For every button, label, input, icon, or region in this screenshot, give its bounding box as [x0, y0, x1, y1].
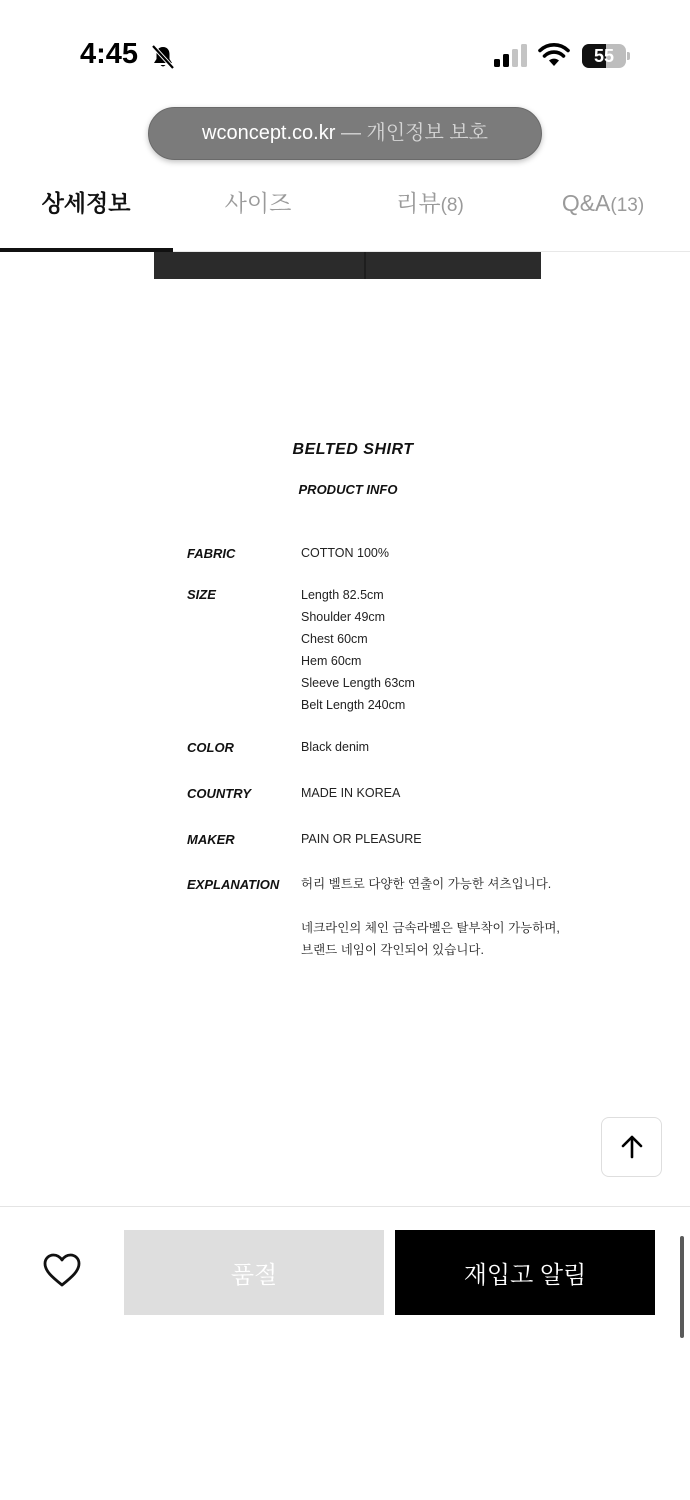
- product-info-heading: PRODUCT INFO: [298, 482, 398, 497]
- arrow-up-icon: [619, 1134, 645, 1160]
- active-tab-indicator: [0, 248, 173, 252]
- tab-bar: [0, 172, 690, 252]
- status-bar: [0, 0, 690, 110]
- tab-details-label: 상세정보: [41, 190, 131, 216]
- url-bar[interactable]: [148, 107, 542, 160]
- maker-value: PAIN OR PLEASURE: [301, 832, 422, 846]
- url-separator: —: [335, 122, 367, 144]
- product-image: [154, 252, 541, 279]
- wifi-icon: [538, 42, 570, 68]
- tab-qna-count: (13): [610, 195, 645, 216]
- tab-reviews[interactable]: [344, 172, 516, 252]
- status-time: 4:45: [80, 38, 139, 70]
- size-sleeve: Sleeve Length 63cm: [301, 676, 415, 690]
- country-value: MADE IN KOREA: [301, 786, 401, 800]
- size-length: Length 82.5cm: [301, 588, 384, 602]
- sold-out-button[interactable]: 품절: [124, 1230, 384, 1315]
- size-hem: Hem 60cm: [301, 654, 362, 668]
- tab-reviews-label: 리뷰: [396, 190, 441, 216]
- tab-size-label: 사이즈: [224, 190, 292, 216]
- tab-reviews-count: (8): [440, 195, 464, 216]
- size-shoulder: Shoulder 49cm: [301, 610, 386, 624]
- country-label: COUNTRY: [187, 786, 252, 801]
- battery-indicator: [582, 44, 630, 68]
- size-chest: Chest 60cm: [301, 632, 368, 646]
- cellular-signal-icon: [494, 44, 530, 68]
- battery-level: 55: [593, 46, 615, 66]
- explanation-label: EXPLANATION: [187, 877, 280, 892]
- fabric-label: FABRIC: [187, 546, 236, 561]
- size-label: SIZE: [187, 587, 216, 602]
- restock-alert-button[interactable]: 재입고 알림: [395, 1230, 655, 1315]
- url-domain: wconcept.co.kr: [202, 122, 336, 144]
- size-belt: Belt Length 240cm: [301, 698, 406, 712]
- tab-qna-label: Q&A: [561, 190, 611, 216]
- fabric-value: COTTON 100%: [301, 546, 389, 560]
- explanation-line-3: 브랜드 네임이 각인되어 있습니다.: [301, 943, 484, 957]
- color-label: COLOR: [187, 740, 234, 755]
- maker-label: MAKER: [187, 832, 235, 847]
- explanation-line-2: 네크라인의 체인 금속라벨은 탈부착이 가능하며,: [301, 921, 560, 935]
- tab-size[interactable]: [172, 172, 344, 252]
- tab-details[interactable]: [0, 172, 172, 252]
- explanation-line-1: 허리 벨트로 다양한 연출이 가능한 셔츠입니다.: [301, 877, 552, 891]
- tab-qna[interactable]: [517, 172, 689, 252]
- bell-muted-icon: [150, 44, 176, 70]
- scroll-top-button[interactable]: [601, 1117, 662, 1177]
- scrollbar[interactable]: [680, 1236, 684, 1338]
- heart-outline-icon[interactable]: [40, 1250, 84, 1290]
- color-value: Black denim: [301, 740, 370, 754]
- product-title: BELTED SHIRT: [292, 441, 414, 458]
- url-privacy-label: 개인정보 보호: [366, 122, 488, 144]
